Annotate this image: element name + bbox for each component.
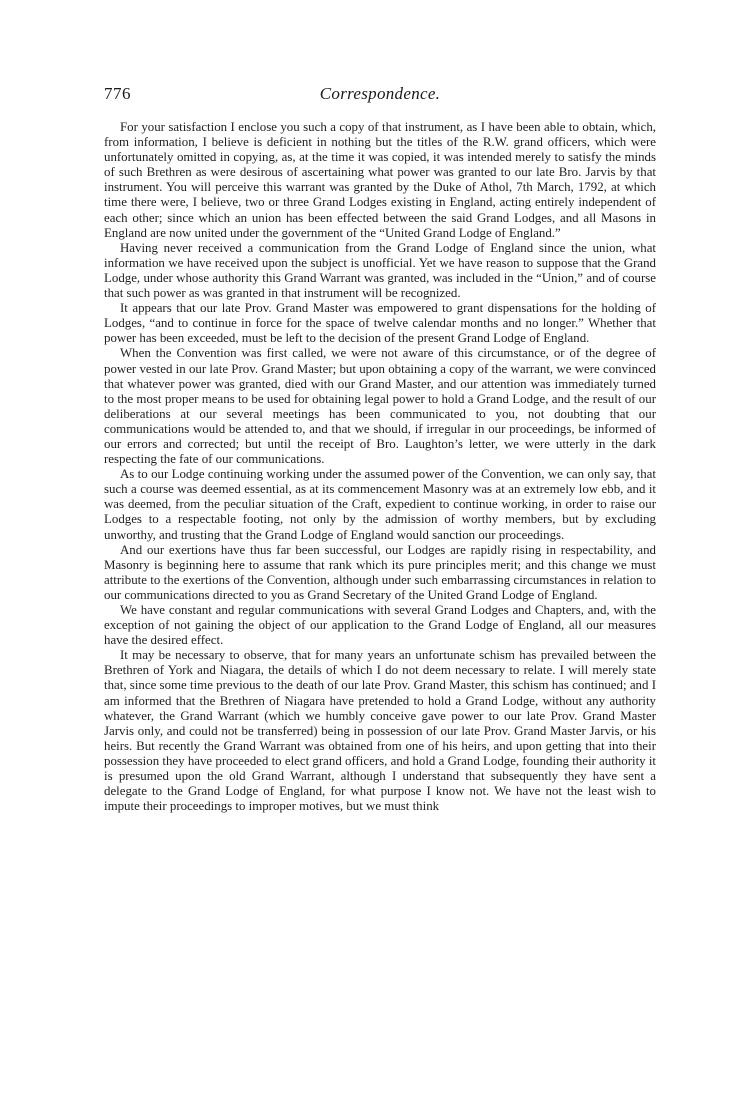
paragraph: Having never received a communication from the Grand Lodge of England since the union, what information we have received upon the subject is unofficial. Yet we have reason to suppose that the Grand Lodge, under whose authority this Grand Warrant was granted, was included in the “Union,” and of course that such power as was granted in that instrument will be recognized. bbox=[104, 240, 656, 301]
letter-body bbox=[104, 120, 656, 814]
paragraph: When the Convention was first called, we were not aware of this circumstance, or of the degree of power vested in our late Prov. Grand Master; but upon obtaining a copy of the warrant, we were convinced that whatever power was granted, died with our Grand Master, and our attention was immediately turned to the most proper means to be used for obtaining legal power to hold a Grand Lodge, and the result of our deliberations at our several meetings has been communicated to you, not doubting that our communications would be attended to, and that we should, if irregular in our proceedings, be informed of our errors and corrected; but until the receipt of Bro. Laughton’s letter, we were utterly in the dark respecting the fate of our communications. bbox=[104, 346, 656, 467]
page-number: 776 bbox=[104, 84, 131, 103]
paragraph: It may be necessary to observe, that for many years an unfortunate schism has prevailed between the Brethren of York and Niagara, the details of which I do not deem necessary to relate. I will merely state that, since some time previous to the death of our late Prov. Grand Master, this schism has continued; and I am informed that the Brethren of Niagara have pretended to hold a Grand Lodge, without any authority whatever, the Grand Warrant (which we humbly conceive gave power to our late Prov. Grand Master Jarvis only, and could not be transferred) being in possession of our late Prov. Grand Master Jarvis, or his heirs. But recently the Grand Warrant was obtained from one of his heirs, and upon getting that into their possession they have proceeded to elect grand officers, and hold a Grand Lodge, founding their authority it is presumed upon the old Grand Warrant, although I understand that subsequently they have sent a delegate to the Grand Lodge of England, for what purpose I know not. We have not the least wish to impute their proceedings to improper motives, but we must think bbox=[104, 648, 656, 814]
running-title: Correspondence. bbox=[319, 84, 441, 103]
paragraph: As to our Lodge continuing working under the assumed power of the Convention, we can only say, that such a course was deemed essential, as at its commencement Masonry was at an extremely low ebb, and it was deemed, from the peculiar situation of the Craft, expedient to continue working, in order to raise our Lodges to a respectable footing, not only by the admission of worthy members, but by excluding unworthy, and trusting that the Grand Lodge of England would sanction our proceedings. bbox=[104, 467, 656, 542]
paragraph: And our exertions have thus far been successful, our Lodges are rapidly rising in respectability, and Masonry is beginning here to assume that rank which its pure principles merit; and this change we must attribute to the exertions of the Convention, although under such embarrassing circumstances in relation to our communications directed to you as Grand Secretary of the United Grand Lodge of England. bbox=[104, 542, 656, 602]
paragraph: It appears that our late Prov. Grand Master was empowered to grant dispensations for the holding of Lodges, “and to continue in force for the space of twelve calendar months and no longer.” Whether that power has been exceeded, must be left to the decision of the present Grand Lodge of England. bbox=[104, 301, 656, 346]
paragraph: For your satisfaction I enclose you such a copy of that instrument, as I have been able to obtain, which, from information, I believe is deficient in nothing but the titles of the R.W. grand officers, which were unfortunately omitted in copying, as, at the time it was copied, it was intended merely to satisfy the minds of such Brethren as were desirous of ascertaining what power was granted to our late Bro. Jarvis by that instrument. You will perceive this warrant was granted by the Duke of Athol, 7th March, 1792, at which time there were, I believe, two or three Grand Lodges existing in England, acting entirely independent of each other; since which an union has been effected between the said Grand Lodges, and all Masons in England are now united under the government of the “United Grand Lodge of England.” bbox=[104, 120, 656, 240]
page-header bbox=[104, 84, 656, 110]
paragraph: We have constant and regular communications with several Grand Lodges and Chapters, and, with the exception of not gaining the object of our application to the Grand Lodge of England, all our measures have the desired effect. bbox=[104, 603, 656, 648]
